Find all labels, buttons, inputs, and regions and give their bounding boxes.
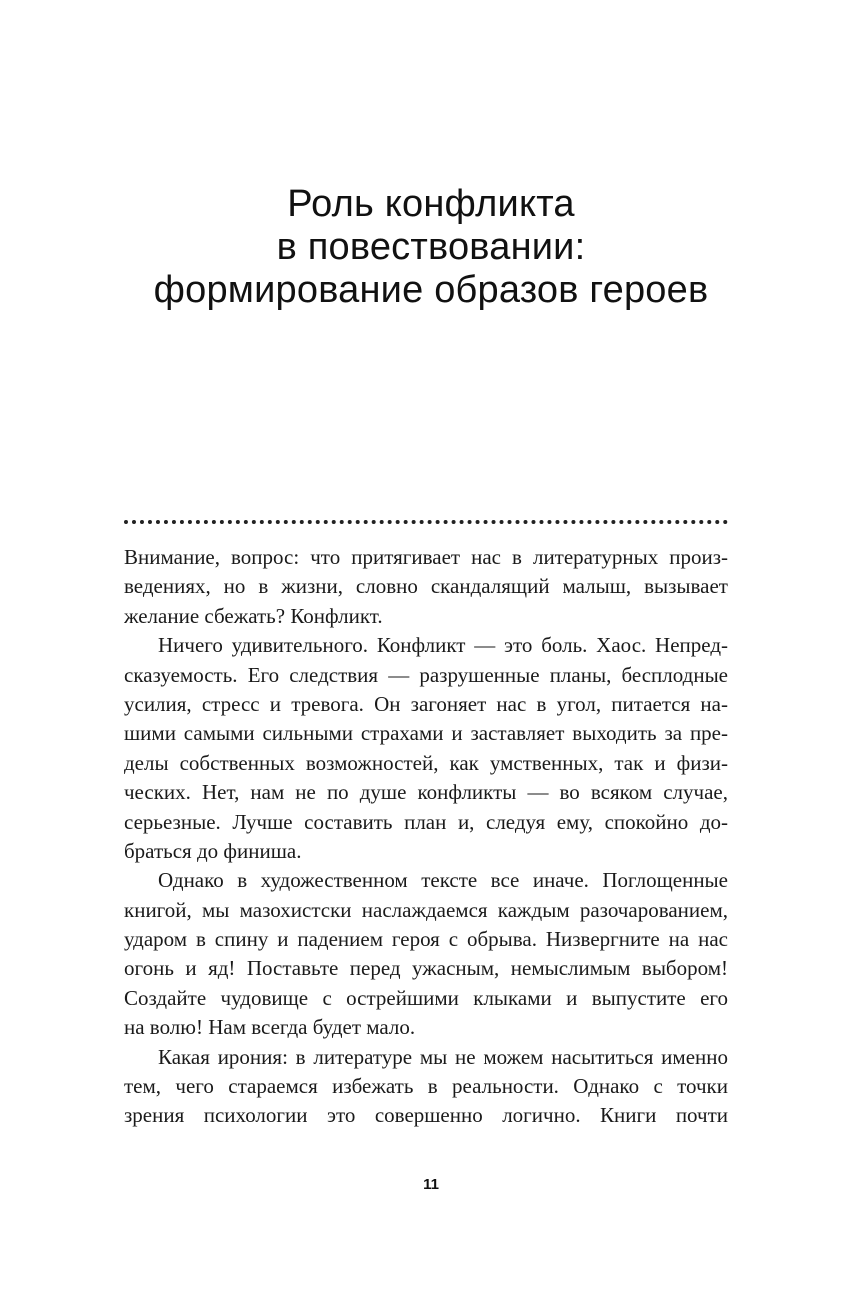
paragraph bbox=[124, 866, 728, 1042]
body-text bbox=[124, 543, 728, 1131]
text-line: сказуемость. Его следствия — разрушенные планы, бесплодные bbox=[124, 662, 728, 687]
text-line: шими самыми сильными страхами и заставляет выходить за пре- bbox=[124, 721, 728, 746]
text-line: тем, чего стараемся избежать в реальности. Однако с точки bbox=[124, 1074, 728, 1099]
text-line: Однако в художественном тексте все иначе. Поглощенные bbox=[158, 868, 728, 893]
text-line: Внимание, вопрос: что притягивает нас в литературных произ- bbox=[124, 545, 728, 569]
text-line: ческих. Нет, нам не по душе конфликты — во всяком случае, bbox=[124, 780, 728, 805]
text-line: усилия, стресс и тревога. Он загоняет нас в угол, питается на- bbox=[124, 691, 728, 716]
text-line: желание сбежать? Конфликт. bbox=[124, 603, 383, 628]
text-line: ударом в спину и падением героя с обрыва. Низвергните на нас bbox=[124, 927, 728, 952]
page-number: 11 bbox=[423, 1176, 439, 1193]
text-line: Ничего удивительного. Конфликт — это боль. Хаос. Непред- bbox=[158, 633, 728, 658]
chapter-title bbox=[0, 183, 862, 312]
chapter-title-line: Роль конфликта bbox=[287, 183, 575, 226]
chapter-title-line: формирование образов героев bbox=[153, 269, 709, 312]
text-line: зрения психологии это совершенно логично. Книги почти bbox=[124, 1103, 728, 1128]
text-line: книгой, мы мазохистски наслаждаемся каждым разочарованием, bbox=[124, 897, 728, 922]
text-line: серьезные. Лучше составить план и, следуя ему, спокойно до- bbox=[124, 809, 728, 834]
paragraph bbox=[124, 543, 728, 631]
chapter-title-line: в повествовании: bbox=[276, 226, 586, 269]
paragraph bbox=[124, 1043, 728, 1131]
text-line: ведениях, но в жизни, словно скандалящий малыш, вызывает bbox=[124, 574, 728, 599]
dotted-divider bbox=[124, 520, 728, 524]
text-line: Создайте чудовище с острейшими клыками и выпустите его bbox=[124, 985, 728, 1010]
text-line: на волю! Нам всегда будет мало. bbox=[124, 1015, 416, 1040]
text-line: делы собственных возможностей, как умственных, так и физи- bbox=[124, 750, 728, 775]
text-line: браться до финиша. bbox=[124, 838, 302, 863]
text-line: Какая ирония: в литературе мы не можем насытиться именно bbox=[158, 1044, 728, 1069]
paragraph bbox=[124, 631, 728, 866]
text-line: огонь и яд! Поставьте перед ужасным, немыслимым выбором! bbox=[124, 956, 728, 981]
